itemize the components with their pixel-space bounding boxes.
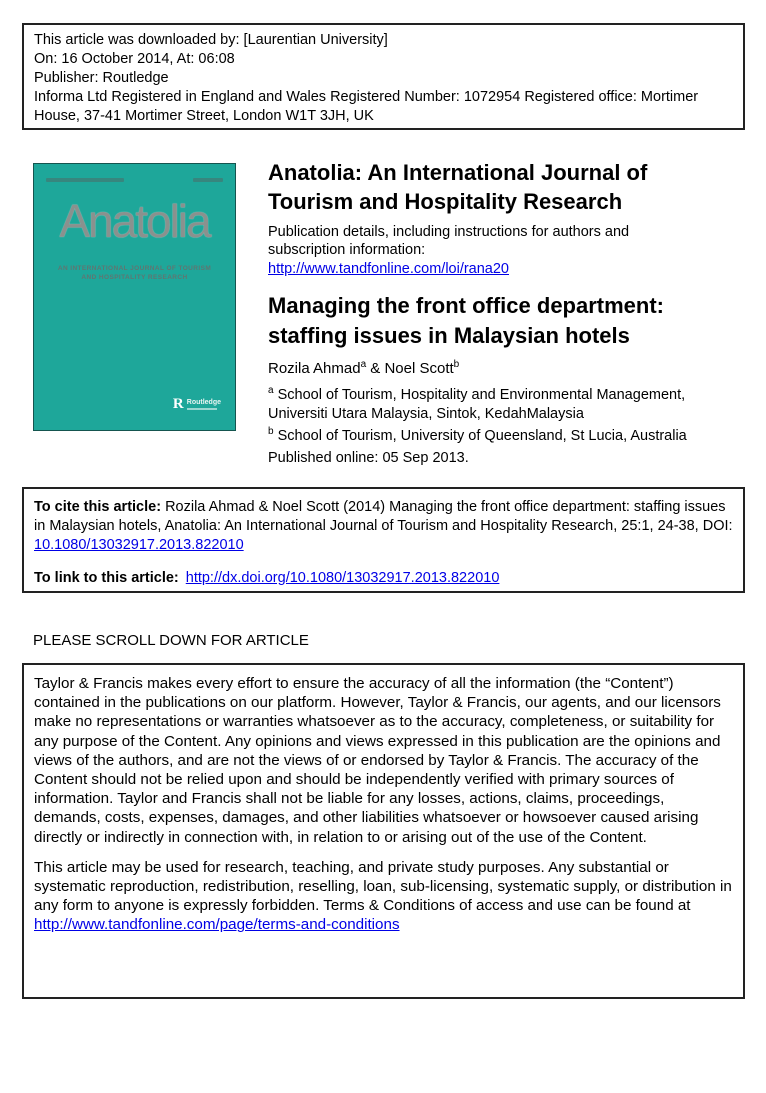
routledge-tagline-bar [187, 408, 217, 410]
publication-details: Publication details, including instructions for authors and subscription information: [268, 224, 630, 258]
author-1-affiliation-mark: a [360, 359, 367, 370]
cover-subtitle-line2: AND HOSPITALITY RESEARCH [81, 274, 188, 281]
registration-line: Informa Ltd Registered in England and Wales Registered Number: 1072954 Registered office: Mortimer House, 37-41 Mortimer Street, London W1T 3JH, UK [34, 89, 699, 124]
downloaded-by-line: This article was downloaded by: [Laurentian University] [34, 32, 388, 48]
authors-separator: & [366, 360, 385, 377]
cite-label: To cite this article: [34, 499, 162, 515]
affiliation-b [268, 427, 730, 446]
download-info-box [22, 23, 745, 130]
affiliation-b-text: School of Tourism, University of Queensland, St Lucia, Australia [273, 428, 687, 444]
disclaimer-paragraph-2 [34, 858, 733, 935]
cover-subtitle [44, 264, 225, 282]
journal-cover-image [33, 163, 236, 431]
link-label: To link to this article: [34, 570, 179, 586]
author-1: Rozila Ahmad [268, 360, 361, 377]
journal-title: Anatolia: An International Journal of Tourism and Hospitality Research [268, 160, 648, 214]
terms-and-conditions-link[interactable]: http://www.tandfonline.com/page/terms-and-conditions [34, 916, 400, 934]
dx-doi-link[interactable]: http://dx.doi.org/10.1080/13032917.2013.822010 [185, 570, 500, 586]
cite-paragraph [34, 498, 733, 555]
cover-subtitle-line1: AN INTERNATIONAL JOURNAL OF TOURISM [57, 265, 212, 272]
disclaimer-paragraph-1: Taylor & Francis makes every effort to ensure the accuracy of all the information (the “Content”) contained in the publications on our platform. However, Taylor & Francis, our agents, and our licensors make no representations or warranties whatsoever as to the accuracy, completeness, or suitability for any purpose of the Content. Any opinions and views expressed in this publication are the opinions and views of the authors, and are not the views of or endorsed by Taylor & Francis. The accuracy of the Content should not be relied upon and should be independently verified with primary sources of information. Taylor and Francis shall not be liable for any losses, actions, claims, proceedings, demands, costs, expenses, damages, and other liabilities whatsoever or howsoever caused arising directly or indirectly in connection with, in relation to or arising out of the use of the Content. [34, 675, 721, 846]
cover-issue-info-bar [46, 178, 124, 182]
cover-issn-bar [193, 178, 223, 182]
cover-top-row [46, 178, 223, 182]
article-title: Managing the front office department: staffing issues in Malaysian hotels [268, 293, 664, 348]
published-online: Published online: 05 Sep 2013. [268, 450, 469, 466]
author-2-affiliation-mark: b [453, 359, 460, 370]
cite-text: Rozila Ahmad & Noel Scott (2014) Managing the front office department: staffing issues in Malaysian hotels, Anatolia: An International Journal of Tourism and Hospitality Research, 25:1, 24-38, DOI: [34, 499, 733, 534]
citation-box [22, 487, 745, 593]
terms-text: This article may be used for research, teaching, and private study purposes. Any substantial or systematic reproduction, redistribution, reselling, loan, sub-licensing, systematic supply, or distribution in any form to anyone is expressly forbidden. Terms & Conditions of access and use can be found at [34, 858, 732, 915]
cover-logotype: Anatolia [59, 195, 210, 247]
download-date-line: On: 16 October 2014, At: 06:08 [34, 51, 235, 67]
affiliation-a-text: School of Tourism, Hospitality and Environmental Management, Universiti Utara Malaysia, Sintok, KedahMalaysia [268, 387, 686, 422]
routledge-logo [173, 397, 221, 412]
journal-homepage-link[interactable]: http://www.tandfonline.com/loi/rana20 [268, 261, 509, 277]
disclaimer-box [22, 663, 745, 999]
author-2: Noel Scott [384, 360, 454, 377]
scroll-down-notice: PLEASE SCROLL DOWN FOR ARTICLE [33, 632, 309, 649]
authors-line [268, 359, 746, 379]
affiliation-a-mark: a [268, 385, 274, 397]
header-block [268, 158, 746, 468]
link-paragraph [34, 569, 733, 588]
doi-link[interactable]: 10.1080/13032917.2013.822010 [34, 537, 244, 553]
routledge-r-icon: R [172, 396, 184, 412]
affiliation-a [268, 386, 730, 424]
publisher-line: Publisher: Routledge [34, 70, 169, 86]
affiliation-b-mark: b [268, 426, 274, 438]
routledge-logo-name: Routledge [186, 399, 221, 406]
